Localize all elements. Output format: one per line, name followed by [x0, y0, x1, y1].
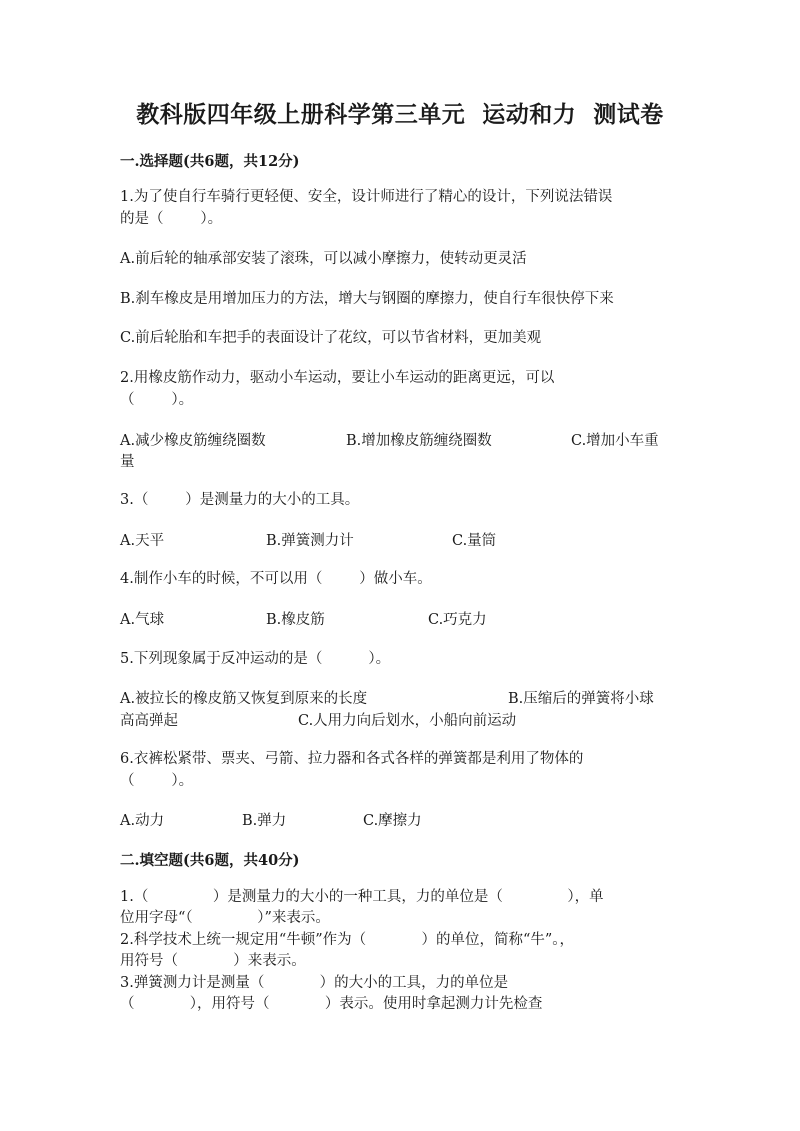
question-4-stem: 4.制作小车的时候，不可以用（ ）做小车。 — [120, 571, 432, 587]
question-1-option-c: C.前后轮胎和车把手的表面设计了花纹，可以节省材料，更加美观 — [120, 330, 542, 346]
question-3-option-b: B.弹簧测力计 — [266, 533, 354, 549]
question-1-stem-line-2: 的是（ ）。 — [120, 211, 223, 227]
fill-blank-line-2: 位用字母“（ ）”来表示。 — [120, 910, 330, 926]
question-4-option-c: C.巧克力 — [428, 612, 487, 628]
question-1-stem-line-1: 1.为了使自行车骑行更轻便、安全，设计师进行了精心的设计，下列说法错误 — [120, 189, 613, 205]
question-3-stem: 3.（ ）是测量力的大小的工具。 — [120, 492, 360, 508]
question-5-option-b: B.压缩后的弹簧将小球 — [508, 691, 654, 707]
question-2-option-a: A.减少橡皮筋缠绕圈数 — [120, 433, 266, 449]
question-6-option-a: A.动力 — [120, 813, 165, 829]
question-3-option-a: A.天平 — [120, 533, 165, 549]
question-5-stem: 5.下列现象属于反冲运动的是（ ）。 — [120, 651, 391, 667]
question-6-option-b: B.弹力 — [242, 813, 287, 829]
question-3-option-c: C.量筒 — [452, 533, 497, 549]
question-1-option-b: B.刹车橡皮是用增加压力的方法，增大与钢圈的摩擦力，使自行车很快停下来 — [120, 291, 614, 307]
question-5-option-b-wrap: 高高弹起 — [120, 713, 178, 729]
question-6-stem-line-2: （ ）。 — [120, 773, 194, 789]
question-5-option-a: A.被拉长的橡皮筋又恢复到原来的长度 — [120, 691, 368, 707]
question-1-option-a: A.前后轮的轴承部安装了滚珠，可以减小摩擦力，使转动更灵活 — [120, 251, 527, 267]
fill-blank-line-1: 1.（ ）是测量力的大小的一种工具，力的单位是（ ），单 — [120, 889, 604, 905]
question-6-stem-line-1: 6.衣裤松紧带、票夹、弓箭、拉力器和各式各样的弹簧都是利用了物体的 — [120, 751, 584, 767]
question-4-option-b: B.橡皮筋 — [266, 612, 325, 628]
fill-blank-line-3: 2.科学技术上统一规定用“牛顿”作为（ ）的单位，简称“牛”。， — [120, 932, 575, 948]
section-heading-choice: 一.选择题(共6题，共12分) — [120, 153, 300, 170]
fill-blank-line-6: （ ），用符号（ ）表示。使用时拿起测力计先检查 — [120, 996, 543, 1012]
section-heading-fill-blank: 二.填空题(共6题，共40分) — [120, 852, 300, 869]
question-5-option-c: C.人用力向后划水，小船向前运动 — [298, 713, 517, 729]
fill-blank-line-4: 用符号（ ）来表示。 — [120, 953, 306, 969]
question-2-stem-line-1: 2.用橡皮筋作动力，驱动小车运动，要让小车运动的距离更远，可以 — [120, 370, 555, 386]
question-2-option-c: C.增加小车重 — [571, 433, 659, 449]
question-2-stem-line-2: （ ）。 — [120, 392, 194, 408]
page-title: 教科版四年级上册科学第三单元 运动和力 测试卷 — [136, 101, 664, 128]
question-2-option-b: B.增加橡皮筋缠绕圈数 — [346, 433, 492, 449]
question-2-option-c-wrap: 量 — [120, 454, 135, 470]
question-6-option-c: C.摩擦力 — [363, 813, 422, 829]
question-4-option-a: A.气球 — [120, 612, 165, 628]
fill-blank-line-5: 3.弹簧测力计是测量（ ）的大小的工具，力的单位是 — [120, 975, 509, 991]
